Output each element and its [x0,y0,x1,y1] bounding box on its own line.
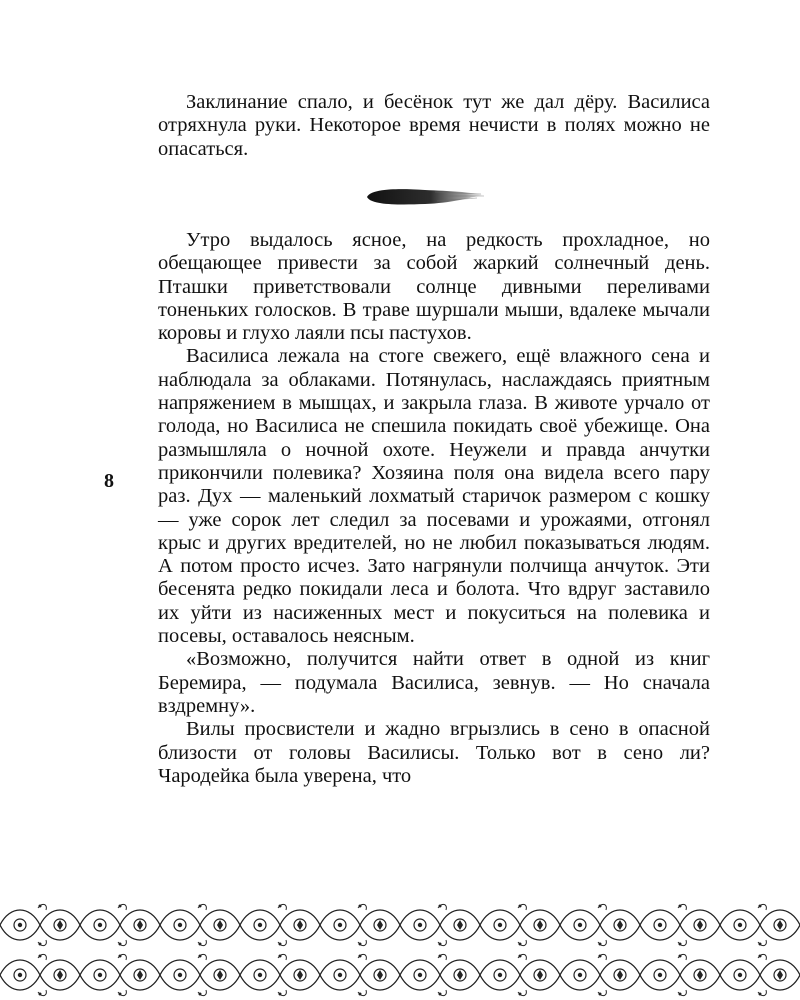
text-block-top [158,91,710,161]
paragraph: «Возможно, получится найти ответ в одной из книг Беремира, — подумала Василиса, зевнув. — Но сначала вздремну». [158,648,710,717]
page-number: 8 [104,470,114,492]
text-block-main [158,229,710,788]
brush-stroke-divider [365,183,485,211]
paragraph: Вилы просвистели и жадно вгрызлись в сено в опасной близости от головы Василисы. Только вот в сено ли? Чародейка была уверена, что [158,718,710,787]
paragraph: Василиса лежала на стоге свежего, ещё влажного сена и наблюдала за облаками. Потянулась, наслаждаясь приятным напряжением в мышцах, и закрыла глаза. В животе урчало от голода, но Василиса не спешила покидать своё убежище. Она размышляла о ночной охоте. Неужели и правда анчутки прикончили полевика? Хозяина поля она видела всего пару раз. Дух — маленький лохматый старичок размером с кошку — уже сорок лет следил за посевами и урожаями, отгонял крыс и других вредителей, но не любил показываться людям. А потом просто исчез. Зато нагрянули полчища анчуток. Эти бесенята редко покидали леса и болота. Что вдруг заставило их уйти из насиженных мест и покуситься на полевика и посевы, оставалось неясным. [158,345,710,648]
paragraph: Утро выдалось ясное, на редкость прохладное, но обещающее привести за собой жаркий солнечный день. Пташки приветствовали солнце дивными переливами тоненьких голосков. В траве шуршали мыши, вдалеке мычали коровы и глухо лаяли псы пастухов. [158,229,710,345]
floral-ornament-border [0,900,800,1000]
paragraph: Заклинание спало, и бесёнок тут же дал дёру. Василиса отряхнула руки. Некоторое время нечисти в полях можно не опасаться. [158,91,710,160]
